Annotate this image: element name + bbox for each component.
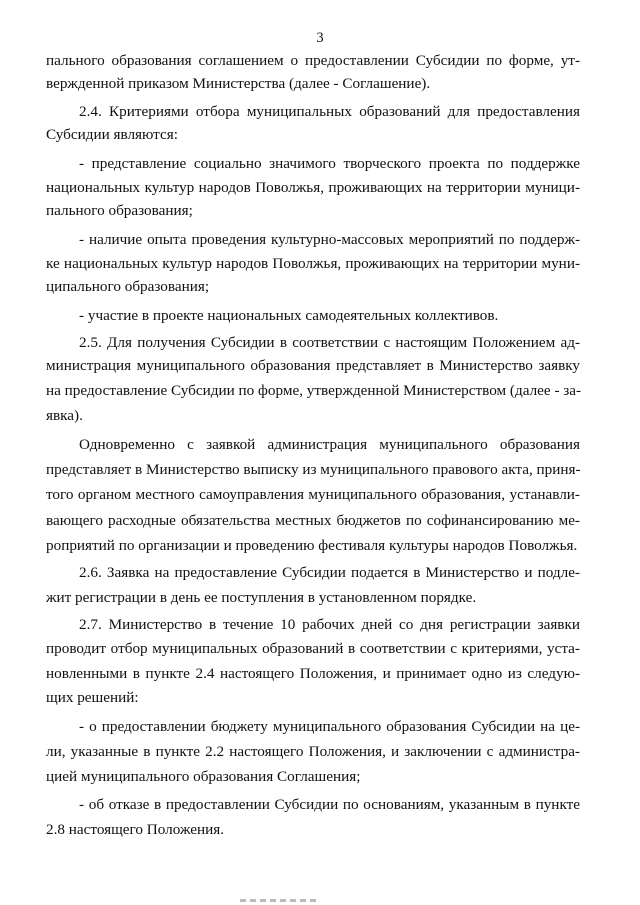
text-line: - участие в проекте национальных самодеятельных коллективов. (79, 307, 499, 324)
text-line: - представление социально значимого творческого проекта по поддержке (79, 155, 580, 172)
scan-artifact (240, 899, 320, 902)
page-number: 3 (316, 30, 324, 46)
text-line: пального образования соглашением о предоставлении Субсидии по форме, ут- (46, 52, 580, 69)
text-line: пального образования; (46, 202, 193, 219)
text-line: 2.8 настоящего Положения. (46, 821, 225, 838)
text-line: представляет в Министерство выписку из муниципального правового акта, приня- (46, 461, 581, 478)
text-line: проводит отбор муниципальных образований в соответствии с критериями, уста- (46, 640, 580, 657)
text-line: - об отказе в предоставлении Субсидии по основаниям, указанным в пункте (79, 796, 580, 813)
text-line: на предоставление Субсидии по форме, утвержденной Министерством (далее - за- (46, 382, 582, 399)
text-line: того органом местного самоуправления муниципального образования, устанавли- (46, 486, 580, 503)
text-line: Одновременно с заявкой администрация муниципального образования (79, 436, 580, 453)
text-line: 2.7. Министерство в течение 10 рабочих дней со дня регистрации заявки (79, 616, 580, 633)
text-line: национальных культур народов Поволжья, проживающих на территории муници- (46, 179, 580, 196)
text-line: щих решений: (46, 689, 139, 706)
text-line: 2.6. Заявка на предоставление Субсидии подается в Министерство и подле- (79, 564, 580, 581)
text-line: новленными в пункте 2.4 настоящего Положения, и принимает одно из следую- (46, 665, 580, 682)
text-line: жит регистрации в день ее поступления в установленном порядке. (46, 589, 477, 606)
text-line: 2.5. Для получения Субсидии в соответствии с настоящим Положением ад- (79, 334, 580, 351)
text-line: вающего расходные обязательства местных бюджетов по софинансированию ме- (46, 512, 580, 529)
text-line: министрация муниципального образования представляет в Министерство заявку (46, 357, 580, 374)
text-line: - о предоставлении бюджету муниципального образования Субсидии на це- (79, 718, 580, 735)
text-line: 2.4. Критериями отбора муниципальных образований для предоставления (79, 103, 580, 120)
text-line: вержденной приказом Министерства (далее - Соглашение). (46, 75, 431, 92)
text-line: ципального образования; (46, 278, 210, 295)
text-line: роприятий по организации и проведению фестиваля культуры народов Поволжья. (46, 537, 578, 554)
text-line: ке национальных культур народов Поволжья, проживающих на территории муни- (46, 255, 580, 272)
text-line: цией муниципального образования Соглашения; (46, 768, 361, 785)
text-line: ли, указанные в пункте 2.2 настоящего Положения, и заключении с администра- (46, 743, 580, 760)
text-line: явка). (46, 407, 83, 424)
text-line: - наличие опыта проведения культурно-массовых мероприятий по поддерж- (79, 231, 580, 248)
text-line: Субсидии являются: (46, 126, 178, 143)
